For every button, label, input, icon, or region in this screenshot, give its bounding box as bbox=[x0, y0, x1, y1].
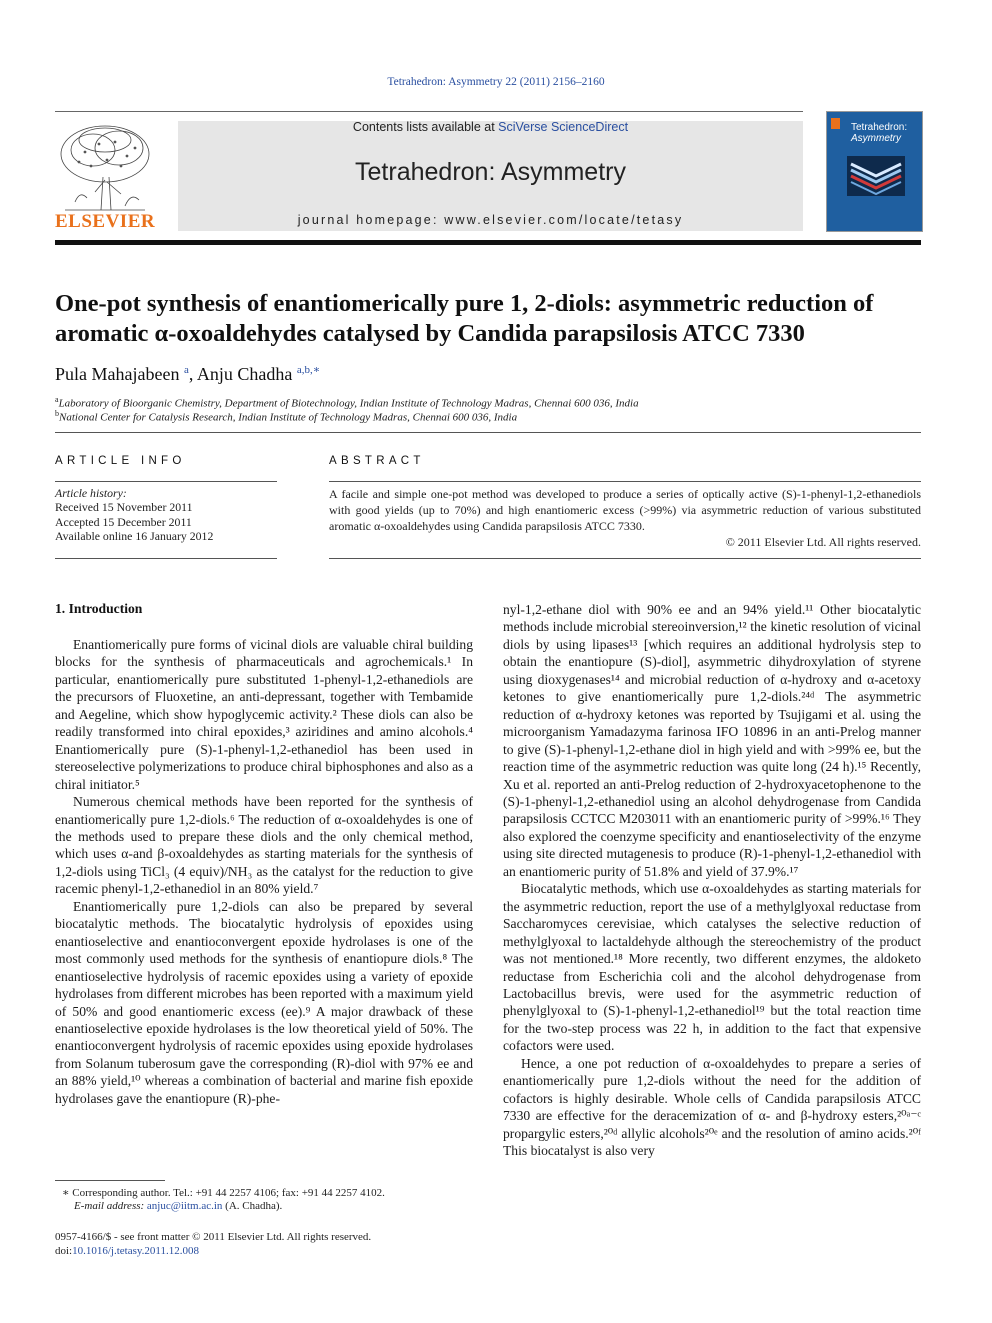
article-info-heading: ARTICLE INFO bbox=[55, 455, 186, 467]
cover-title-line-1: Tetrahedron: bbox=[851, 122, 908, 133]
header-rule bbox=[55, 111, 803, 112]
body-right-column bbox=[503, 601, 921, 1160]
doi-label: doi: bbox=[55, 1245, 73, 1257]
article-title: One-pot synthesis of enantiomerically pure 1, 2-diols: asymmetric reduction of aromatic α-oxoaldehydes catalysed by Candida parapsilosis ATCC 7330 bbox=[55, 290, 874, 347]
doi-line bbox=[55, 1245, 199, 1257]
affiliation-a bbox=[55, 395, 639, 410]
affiliation-sup: a bbox=[55, 395, 59, 404]
article-history-label: Article history: bbox=[55, 486, 127, 500]
footnote-rule bbox=[55, 1180, 165, 1181]
body-paragraph: Numerous chemical methods have been reported for the synthesis of enantiomerically pure 1,2-diols.⁶ The reduction of α-oxoaldehydes is one of the methods used to prepare these diols and the only chemical method, which uses α-and β-oxoaldehydes as starting materials for the synthesis of 1,2-diols using TiCl₃ (4 equiv)/NH₃ as the catalyst for the reduction to give racemic phenyl-1,2-ethanediol in an 80% yield.⁷ bbox=[55, 794, 473, 897]
affiliation-b bbox=[55, 409, 517, 424]
issn-line: 0957-4166/$ - see front matter © 2011 Elsevier Ltd. All rights reserved. bbox=[55, 1231, 372, 1243]
header-thick-rule bbox=[55, 240, 921, 245]
cover-title-line-2: Asymmetry bbox=[851, 133, 901, 144]
sciencedirect-link[interactable]: SciVerse ScienceDirect bbox=[498, 120, 629, 134]
affiliation-text: Laboratory of Bioorganic Chemistry, Department of Biotechnology, Indian Institute of Technology Madras, Chennai 600 036, India bbox=[58, 397, 639, 410]
cover-title bbox=[851, 122, 907, 144]
abstract-bottom-rule bbox=[329, 558, 921, 559]
body-paragraph: Enantiomerically pure forms of vicinal diols are valuable chiral building blocks for the synthesis of pharmaceuticals and agrochemicals.¹ In particular, enantiomerically pure substituted 1-phenyl-1,2-ethanediols are the precursors of Fluoxetine, an anti-depressant, together with Tembamide and Aegeline, which show hypoglycemic activity.² These diols can also be readily transformed into chiral epoxides,³ aziridines and amino alcohols.⁴ Enantiomerically pure (S)-1-phenyl-1,2-ethanediol has been used in stereoselective polymerizations to produce chiral biphosphones and also as a chiral initiator.⁵ bbox=[55, 637, 473, 792]
doi-link[interactable]: 10.1016/j.tetasy.2011.12.008 bbox=[72, 1245, 200, 1257]
author-name[interactable]: Pula Mahajabeen bbox=[55, 364, 180, 384]
email-label: E-mail address: bbox=[74, 1200, 147, 1212]
abstract-text: A facile and simple one-pot method was developed to produce a series of optically active (S)-1-phenyl-1,2-ethanediols with good yields (up to 70%) and high enantiomeric excess (>99%) via asymmetric reduction of various substituted aromatic α-oxoaldehydes using Candida parapsilosis ATCC 7330. bbox=[329, 487, 921, 533]
email-link[interactable]: anjuc@iitm.ac.in bbox=[146, 1200, 223, 1212]
elsevier-logo-text: ELSEVIER bbox=[55, 211, 156, 232]
contents-prefix: Contents lists available at bbox=[352, 120, 499, 134]
contents-line bbox=[178, 120, 803, 134]
affiliation-sup: b bbox=[55, 409, 59, 418]
cover-badge-icon bbox=[831, 118, 840, 129]
section-heading-introduction: 1. Introduction bbox=[55, 601, 143, 616]
author-affil-sup[interactable]: a,b,∗ bbox=[296, 364, 321, 376]
body-paragraph: Enantiomerically pure 1,2-diols can also be prepared by several biocatalytic methods. The biocatalytic hydrolysis of epoxides using enantioselective and enantioconvergent epoxide hydrolases is one of the most commonly used methods for the synthesis of enantiopure diols.⁸ The enantioselective hydrolysis of racemic epoxides using a variety of epoxide hydrolases from different microbes has been reported with a maximum yield of 50% and good enantiomeric excess (ee).⁹ A major drawback of these enantioselective epoxide hydrolases is the low theoretical yield of 50%. The enantioconvergent hydrolysis of racemic epoxides using epoxide hydrolases from Solanum tuberosum gave the corresponding (R)-diol with 97% ee and an 88% yield,¹⁰ whereas a combination of bacterial and marine fish epoxide hydrolases gave the enantiopure (R)-phe- bbox=[55, 898, 473, 1106]
cover-artwork-icon bbox=[847, 156, 905, 196]
affiliation-text: National Center for Catalysis Research, Indian Institute of Technology Madras, Chennai 600 036, India bbox=[59, 411, 518, 424]
affiliation-rule bbox=[55, 432, 921, 433]
journal-name bbox=[178, 158, 803, 187]
journal-citation[interactable]: Tetrahedron: Asymmetry 22 (2011) 2156–2160 bbox=[387, 76, 605, 88]
body-left-column bbox=[55, 636, 473, 1107]
author-affil-sup[interactable]: a bbox=[183, 364, 189, 376]
body-paragraph: Biocatalytic methods, which use α-oxoaldehydes as starting materials for the asymmetric reduction, report the use of a methylglyoxal reductase from Saccharomyces cerevisiae, which catalyses the selective reduction of methylglyoxal to lactaldehyde although the stereochemistry of the product was not mentioned.¹⁸ More recently, two different enzymes, the aldoketo reductase from Escherichia coli and the alcohol dehydrogenase from Lactobacillus brevis, were used for the asymmetric reduction of phenylglyoxal to (S)-1-phenyl-1,2-ethanediol¹⁹ but the total reaction time for the two-step process was 22 h, in addition to the fact that expensive cofactors were used. bbox=[503, 881, 921, 1054]
journal-homepage[interactable]: journal homepage: www.elsevier.com/locate/tetasy bbox=[297, 213, 684, 227]
received-date: Received 15 November 2011 bbox=[55, 500, 193, 514]
email-suffix: (A. Chadha). bbox=[222, 1200, 283, 1212]
abstract-copyright: © 2011 Elsevier Ltd. All rights reserved. bbox=[725, 535, 921, 549]
author-list: Pula Mahajabeen $^a$, Anju Chadha $^{a,b,∗}$ bbox=[55, 364, 321, 384]
article-info-bottom-rule bbox=[55, 558, 277, 559]
abstract-heading: ABSTRACT bbox=[329, 455, 425, 467]
online-date: Available online 16 January 2012 bbox=[55, 529, 214, 543]
corresponding-author-note: ∗ Corresponding author. Tel.: +91 44 2257 4106; fax: +91 44 2257 4102. bbox=[62, 1187, 385, 1199]
body-paragraph: Hence, a one pot reduction of α-oxoaldehydes to prepare a series of enantiomerically pure 1,2-diols without the need for the addition of cofactors is highly desirable. Whole cells of Candida parapsilosis ATCC 7330 are effective for the deracemization of α- and β-hydroxy esters,²⁰ᵃ⁻ᶜ propargylic esters,²⁰ᵈ allylic alcohols²⁰ᵉ and the resolution of amino acids.²⁰ᶠ This biocatalyst is also very bbox=[503, 1055, 921, 1159]
body-paragraph: nyl-1,2-ethane diol with 90% ee and an 94% yield.¹¹ Other biocatalytic methods include microbial stereoinversion,¹² the kinetic resolution of vicinal diols by using lipases¹³ [which requires an additional hydrolysis step to obtain the enantiopure (S)-diol], asymmetric dihydroxylation of styrene using dioxygenases¹⁴ and microbial reduction of α-hydroxy and α-acetoxy ketones to give enantiomerically pure 1,2-diols.²⁴ᵈ The asymmetric reduction of α-hydroxy ketones was reported by Tsujigami et al. using the microorganism Yamadazyma farinosa IFO 10896 in an anti-Prelog manner to give (S)-1-phenyl-1,2-ethane diol in high yield and with >99% ee, but the reaction time of the asymmetric reduction was quite long (24 h).¹⁵ Recently, Xu et al. reported an anti-Prelog reduction of 2-hydroxyacetophenone to the (S)-1-phenyl-1,2-ethanediol using an alcohol dehydrogenase from Candida parapsilosis CCTCC M203011 with an enantiomeric purity of >99%.¹⁶ They also explored the coenzyme specificity and enantioselectivity of the enzyme using site directed mutagenesis to produce (R)-1-phenyl-1,2-ethanediol with an enantiomeric purity of 51.8% and yield of 37.9%.¹⁷ bbox=[503, 602, 921, 879]
elsevier-tree-logo-icon bbox=[55, 122, 155, 214]
accepted-date: Accepted 15 December 2011 bbox=[55, 515, 192, 529]
article-info-rule bbox=[55, 481, 277, 482]
author-name[interactable]: Anju Chadha bbox=[196, 364, 293, 384]
journal-name-text: Tetrahedron: Asymmetry bbox=[355, 158, 626, 186]
journal-cover-image[interactable] bbox=[826, 111, 923, 232]
email-note bbox=[74, 1200, 282, 1212]
abstract-rule bbox=[329, 481, 921, 482]
